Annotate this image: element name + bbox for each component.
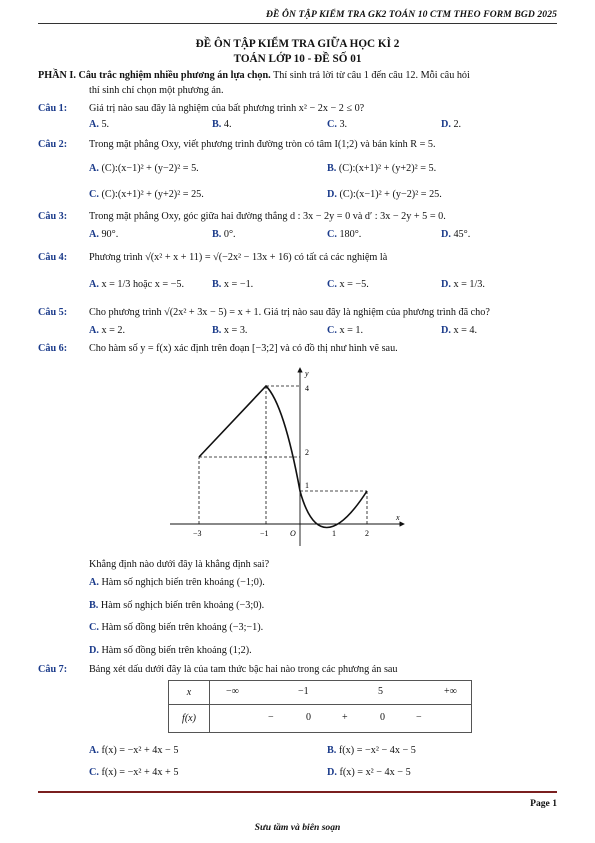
option-letter: C. bbox=[327, 325, 337, 336]
option-text: 90°. bbox=[101, 229, 119, 240]
function-graph bbox=[170, 364, 410, 549]
exam-title: ĐỀ ÔN TẬP KIỂM TRA GIỮA HỌC KÌ 2 bbox=[195, 38, 400, 50]
q2-option-d[interactable] bbox=[327, 189, 442, 200]
part1-instruction-a: Thí sinh trả lời từ câu 1 đến câu 12. Mỗi câu hỏi bbox=[270, 70, 470, 81]
option-letter: B. bbox=[212, 229, 222, 240]
question-3-label: Câu 3: bbox=[38, 211, 68, 222]
q1-option-c[interactable] bbox=[327, 119, 347, 130]
option-text: f(x) = −x² − 4x − 5 bbox=[338, 745, 416, 756]
option-letter: B. bbox=[327, 163, 337, 174]
question-7-text: Bảng xét dấu dưới đây là của tam thức bậc hai nào trong các phương án sau bbox=[89, 664, 398, 675]
exam-series-header: ĐỀ ÔN TẬP KIỂM TRA GK2 TOÁN 10 CTM THEO FORM BGD 2025 bbox=[265, 9, 557, 20]
option-text: 2. bbox=[453, 119, 462, 130]
option-text: Hàm số nghịch biến trên khoảng (−3;0). bbox=[100, 600, 265, 611]
question-6-label: Câu 6: bbox=[38, 343, 68, 354]
option-letter: B. bbox=[212, 325, 222, 336]
option-text: 0°. bbox=[223, 229, 236, 240]
option-text: x = −1. bbox=[223, 279, 254, 290]
q5-option-c[interactable] bbox=[327, 325, 363, 336]
option-letter: C. bbox=[89, 622, 99, 633]
q1-option-b[interactable] bbox=[212, 119, 232, 130]
option-letter: A. bbox=[89, 119, 99, 130]
option-text: Hàm số nghịch biến trên khoảng (−1;0). bbox=[101, 577, 265, 588]
option-text: x = 2. bbox=[101, 325, 126, 336]
option-text: x = 1/3 hoặc x = −5. bbox=[101, 279, 185, 290]
option-text: (C):(x−1)² + (y−2)² = 25. bbox=[339, 189, 442, 200]
q2-option-b[interactable] bbox=[327, 163, 436, 174]
x-tick-1: 1 bbox=[332, 529, 336, 538]
part1-heading-line bbox=[38, 70, 558, 81]
option-text: x = 1. bbox=[339, 325, 364, 336]
option-letter: C. bbox=[89, 189, 99, 200]
option-letter: D. bbox=[327, 189, 337, 200]
origin-label: O bbox=[290, 529, 296, 538]
question-6-prompt: Khẳng định nào dưới đây là khẳng định sai? bbox=[89, 559, 270, 570]
q5-option-b[interactable] bbox=[212, 325, 247, 336]
option-letter: C. bbox=[89, 767, 99, 778]
sign-table-fx-row bbox=[210, 705, 472, 733]
option-letter: C. bbox=[327, 229, 337, 240]
question-6-text: Cho hàm số y = f(x) xác định trên đoạn [−3;2] và có đồ thị như hình vẽ sau. bbox=[89, 343, 398, 354]
sign-table-x-row bbox=[210, 681, 472, 705]
q3-option-b[interactable] bbox=[212, 229, 236, 240]
part1-heading: PHẦN I. Câu trắc nghiệm nhiều phương án lựa chọn. bbox=[38, 70, 271, 81]
q7-option-b[interactable] bbox=[327, 745, 416, 756]
q7-option-a[interactable] bbox=[89, 745, 178, 756]
question-2-text: Trong mặt phẳng Oxy, viết phương trình đường tròn có tâm I(1;2) và bán kính R = 5. bbox=[89, 139, 436, 150]
option-text: f(x) = −x² + 4x − 5 bbox=[101, 745, 179, 756]
option-letter: A. bbox=[89, 229, 99, 240]
option-text: 3. bbox=[339, 119, 348, 130]
option-text: 5. bbox=[101, 119, 110, 130]
option-letter: B. bbox=[327, 745, 337, 756]
option-text: (C):(x−1)² + (y−2)² = 5. bbox=[101, 163, 199, 174]
sign-value: 0 bbox=[380, 712, 385, 723]
q6-option-a[interactable] bbox=[89, 577, 265, 588]
question-4-label: Câu 4: bbox=[38, 252, 68, 263]
y-tick-2: 2 bbox=[305, 448, 309, 457]
q7-option-d[interactable] bbox=[327, 767, 411, 778]
option-letter: C. bbox=[327, 119, 337, 130]
sign-table-fx-label: f(x) bbox=[169, 705, 210, 733]
x-tick-2: 2 bbox=[365, 529, 369, 538]
option-text: (C):(x+1)² + (y+2)² = 5. bbox=[338, 163, 437, 174]
q2-option-a[interactable] bbox=[89, 163, 199, 174]
option-letter: D. bbox=[441, 279, 451, 290]
question-2-label: Câu 2: bbox=[38, 139, 68, 150]
option-letter: D. bbox=[441, 325, 451, 336]
sign-value: − bbox=[268, 712, 274, 723]
x-value: −1 bbox=[298, 686, 309, 697]
y-tick-4: 4 bbox=[305, 384, 309, 393]
q3-option-c[interactable] bbox=[327, 229, 361, 240]
y-axis-label: y bbox=[305, 369, 309, 378]
q4-option-d[interactable] bbox=[441, 279, 485, 290]
question-3-text: Trong mặt phẳng Oxy, góc giữa hai đường thẳng d : 3x − 2y = 0 và d′ : 3x − 2y + 5 = 0. bbox=[89, 211, 446, 222]
x-axis-label: x bbox=[396, 513, 400, 522]
part1-instruction-b: thí sinh chỉ chọn một phương án. bbox=[89, 85, 224, 96]
option-text: f(x) = −x² + 4x + 5 bbox=[101, 767, 179, 778]
option-letter: A. bbox=[89, 745, 99, 756]
question-7-label: Câu 7: bbox=[38, 664, 68, 675]
exam-subtitle: TOÁN LỚP 10 - ĐỀ SỐ 01 bbox=[233, 53, 362, 65]
q4-option-c[interactable] bbox=[327, 279, 369, 290]
q4-option-a[interactable] bbox=[89, 279, 184, 290]
x-value: +∞ bbox=[444, 686, 457, 697]
question-1-text: Giá trị nào sau đây là nghiệm của bất phương trình x² − 2x − 2 ≤ 0? bbox=[89, 103, 365, 114]
q6-option-b[interactable] bbox=[89, 600, 264, 611]
question-1-label: Câu 1: bbox=[38, 103, 68, 114]
option-text: 45°. bbox=[453, 229, 471, 240]
q1-option-d[interactable] bbox=[441, 119, 461, 130]
q4-option-b[interactable] bbox=[212, 279, 253, 290]
footer-credit: Sưu tầm và biên soạn bbox=[254, 822, 341, 833]
question-5-label: Câu 5: bbox=[38, 307, 68, 318]
option-text: (C):(x+1)² + (y+2)² = 25. bbox=[101, 189, 204, 200]
question-5-text: Cho phương trình √(2x² + 3x − 5) = x + 1. Giá trị nào sau đây là nghiệm của phương trình đã cho? bbox=[89, 307, 490, 318]
option-letter: A. bbox=[89, 325, 99, 336]
option-letter: A. bbox=[89, 279, 99, 290]
option-letter: B. bbox=[89, 600, 99, 611]
guide-lines bbox=[199, 386, 367, 524]
option-letter: B. bbox=[212, 119, 222, 130]
footer-divider bbox=[38, 791, 557, 793]
option-text: 4. bbox=[223, 119, 232, 130]
option-text: x = 3. bbox=[223, 325, 248, 336]
y-tick-1: 1 bbox=[305, 481, 309, 490]
question-4-text: Phương trình √(x² + x + 11) = √(−2x² − 13x + 16) có tất cả các nghiệm là bbox=[89, 252, 388, 263]
sign-value: − bbox=[416, 712, 422, 723]
option-text: Hàm số đồng biến trên khoảng (1;2). bbox=[101, 645, 252, 656]
option-text: x = 1/3. bbox=[453, 279, 485, 290]
option-text: Hàm số đồng biến trên khoảng (−3;−1). bbox=[101, 622, 264, 633]
x-value: −∞ bbox=[226, 686, 239, 697]
q3-option-a[interactable] bbox=[89, 229, 118, 240]
option-letter: D. bbox=[327, 767, 337, 778]
option-text: 180°. bbox=[339, 229, 362, 240]
x-tick-neg3: −3 bbox=[193, 529, 202, 538]
q7-option-c[interactable] bbox=[89, 767, 178, 778]
q2-option-c[interactable] bbox=[89, 189, 204, 200]
option-text: x = 4. bbox=[453, 325, 478, 336]
sign-table bbox=[168, 680, 472, 733]
sign-table-x-label: x bbox=[169, 681, 210, 705]
q6-option-d[interactable] bbox=[89, 645, 252, 656]
q6-option-c[interactable] bbox=[89, 622, 263, 633]
option-text: x = −5. bbox=[339, 279, 369, 290]
sign-value: 0 bbox=[306, 712, 311, 723]
option-letter: D. bbox=[89, 645, 99, 656]
option-letter: A. bbox=[89, 577, 99, 588]
option-letter: C. bbox=[327, 279, 337, 290]
option-letter: A. bbox=[89, 163, 99, 174]
x-value: 5 bbox=[378, 686, 383, 697]
option-letter: D. bbox=[441, 119, 451, 130]
sign-value: + bbox=[342, 712, 348, 723]
header-divider bbox=[38, 23, 557, 24]
option-letter: D. bbox=[441, 229, 451, 240]
q3-option-d[interactable] bbox=[441, 229, 470, 240]
option-letter: B. bbox=[212, 279, 222, 290]
x-tick-neg1: −1 bbox=[260, 529, 269, 538]
q1-option-a[interactable] bbox=[89, 119, 109, 130]
option-text: f(x) = x² − 4x − 5 bbox=[339, 767, 411, 778]
page-number: Page 1 bbox=[530, 798, 557, 809]
q5-option-a[interactable] bbox=[89, 325, 125, 336]
q5-option-d[interactable] bbox=[441, 325, 477, 336]
